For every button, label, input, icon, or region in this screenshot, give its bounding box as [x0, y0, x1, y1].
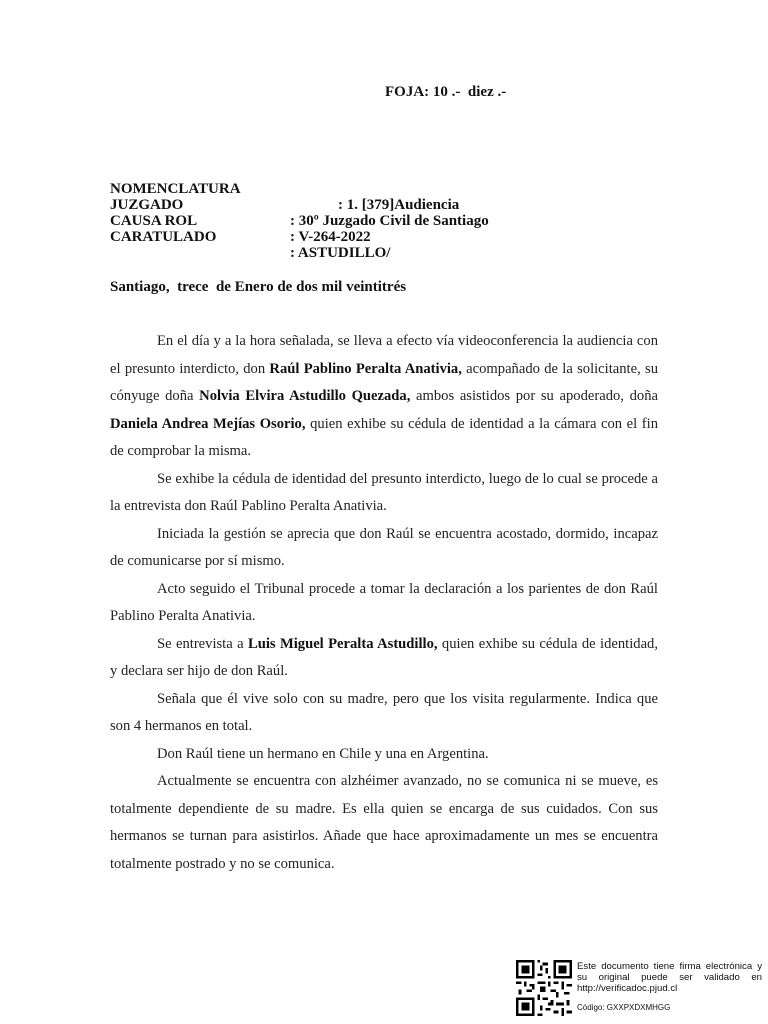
header-label: CARATULADO [110, 229, 217, 245]
header-label: NOMENCLATURA [110, 181, 241, 197]
paragraph-text: En el día y a la hora señalada, se lleva a efecto vía videoconferencia la audiencia con el presunto interdicto, don [110, 333, 658, 377]
paragraph-8: Actualmente se encuentra con alzhéimer avanzado, no se comunica ni se mueve, es totalmente dependiente de su madre. Es ella quien se encarga de sus cuidados. Con sus hermanos se turnan para asistirlos. Añade que hace aproximadamente un mes se encuentra totalmente postrado y no se comunica. [110, 773, 658, 872]
header-value: : 1. [379]Audiencia [338, 197, 460, 213]
person-name: Raúl Pablino Peralta Anativia, [269, 360, 462, 377]
paragraph-text: quien exhibe su cédula de identidad, y declara ser hijo de don Raúl. [110, 635, 659, 679]
paragraph-3: Iniciada la gestión se aprecia que don Raúl se encuentra acostado, dormido, incapaz de comunicarse por sí mismo. [110, 525, 658, 569]
paragraph-text: acompañado de la solicitante, su cónyuge doña [110, 360, 658, 404]
person-name: Daniela Andrea Mejías Osorio, [110, 415, 306, 432]
paragraph-7: Don Raúl tiene un hermano en Chile y una en Argentina. [157, 745, 489, 762]
case-header [110, 165, 489, 261]
paragraph-1 [110, 328, 658, 466]
header-value: : V-264-2022 [290, 229, 371, 245]
signature-footer [516, 960, 762, 1016]
paragraph-6: Señala que él vive solo con su madre, pero que los visita regularmente. Indica que son 4 hermanos en total. [110, 690, 658, 734]
paragraph-text: Se entrevista a [157, 635, 248, 652]
person-name: Luis Miguel Peralta Astudillo, [247, 635, 438, 652]
paragraph-5 [110, 631, 658, 686]
e-signature-notice: Este documento tiene firma electrónica y su original puede ser validado en http://verificadoc.pjud.cl [577, 961, 762, 994]
foja-number: FOJA: 10 .- diez .- [385, 84, 507, 100]
header-value: : 30º Juzgado Civil de Santiago [290, 213, 489, 229]
paragraph-text: ambos asistidos por su apoderado, doña [410, 388, 658, 404]
person-name: Nolvia Elvira Astudillo Quezada, [199, 388, 411, 404]
paragraph-text: quien exhibe su cédula de identidad a la cámara con el fin de comprobar la misma. [110, 415, 659, 459]
header-value: : ASTUDILLO/ [290, 245, 391, 261]
document-body [110, 328, 658, 878]
header-label: CAUSA ROL [110, 213, 198, 229]
paragraph-2: Se exhibe la cédula de identidad del presunto interdicto, luego de lo cual se procede a la entrevista don Raúl Pablino Peralta Anativia. [110, 470, 658, 514]
paragraph-4: Acto seguido el Tribunal procede a tomar la declaración a los parientes de don Raúl Pablino Peralta Anativia. [110, 580, 658, 624]
date-line: Santiago, trece de Enero de dos mil veintitrés [110, 279, 407, 295]
verification-code: Código: GXXPXDXMHGG [577, 1003, 671, 1012]
qr-code-icon [516, 960, 572, 1016]
header-label: JUZGADO [110, 197, 184, 213]
